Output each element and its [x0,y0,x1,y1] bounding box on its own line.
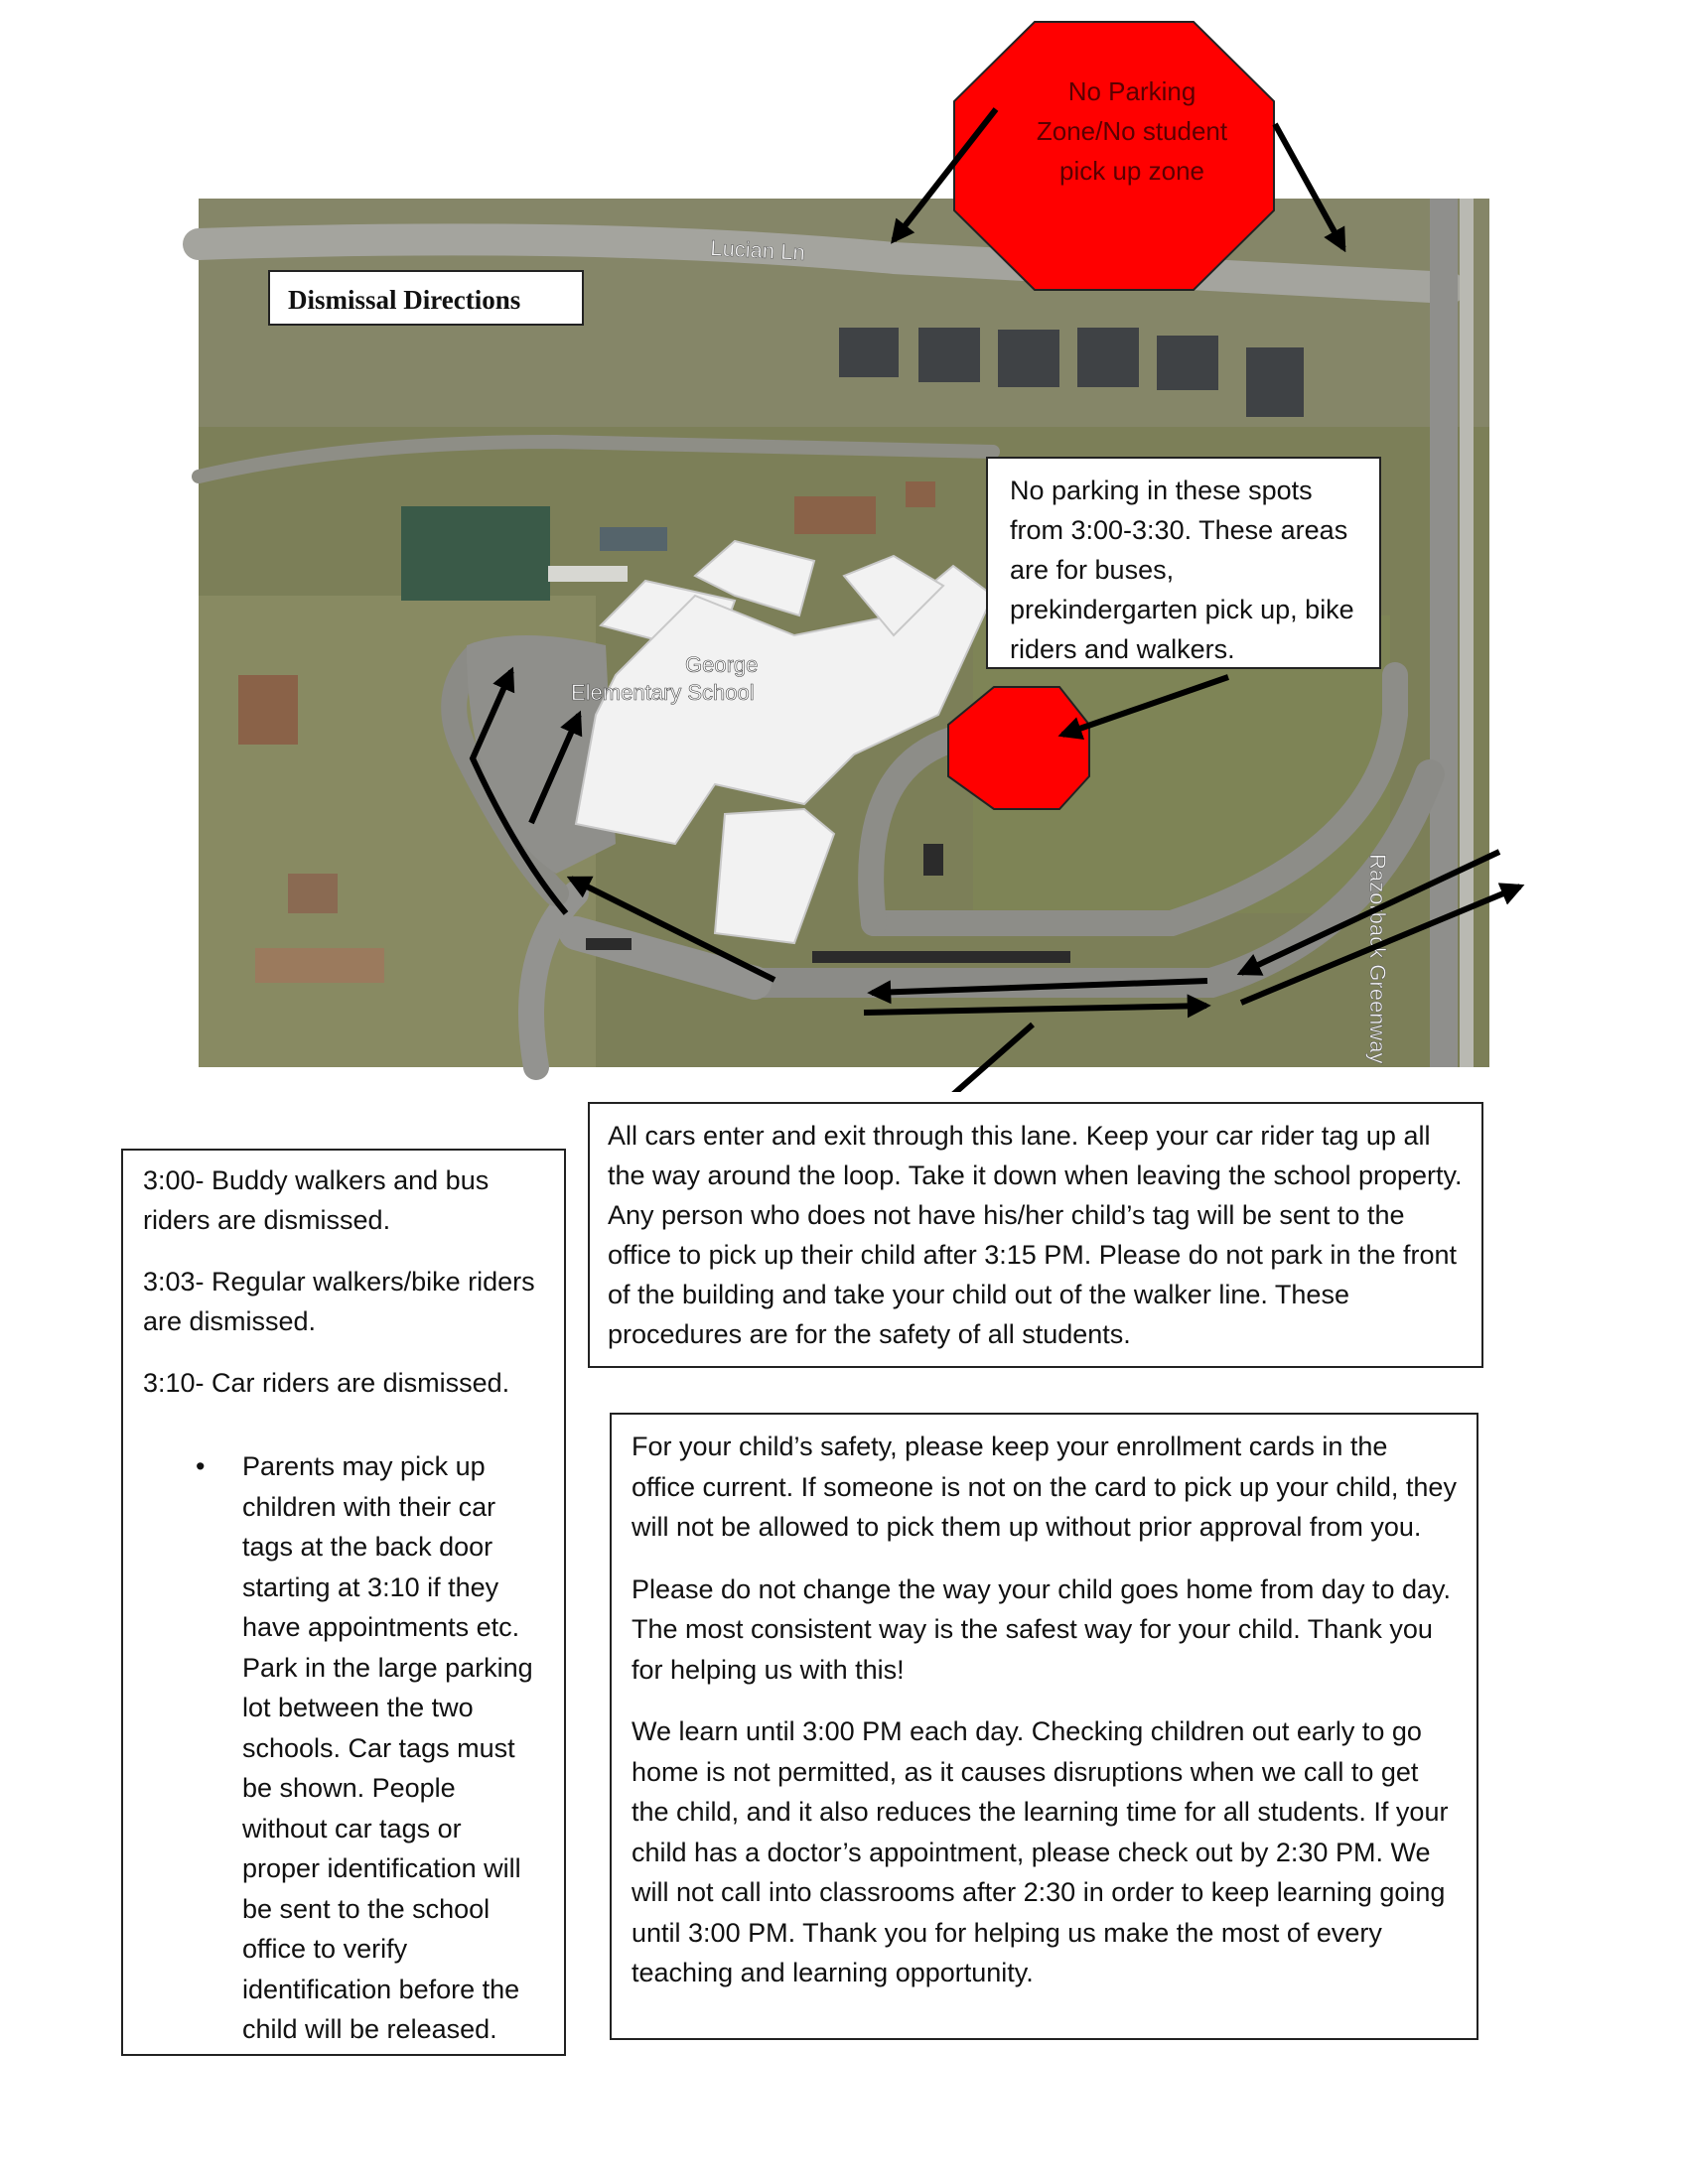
no-parking-zone-label: No Parking Zone/No student pick up zone [1036,76,1228,186]
road-label: Lucian Ln [709,235,806,265]
greenway-label: Razorback Greenway [1365,854,1390,1064]
map-title: Dismissal Directions [268,270,584,326]
consistency-note: Please do not change the way your child goes home from day to day. The most consistent way is the safest way for your child. Thank you for helping us with this! [632,1573,1451,1685]
car-lane-note: All cars enter and exit through this lane. Keep your car rider tag up all the way around the loop. Take it down when leaving the school property. Any person who does not have his/her child’s tag will be sent to the office to pick up their child after 3:15 PM. Please do not park in the front of the building and take your child out of the walker line. These procedures are for the safety of all students. [588,1102,1483,1368]
schedule-bullet-list [143,1446,544,2050]
back-door-pickup-text: Parents may pick up children with their car tags at the back door starting at 3:10 if they have appointments etc. Park in the large parking lot between the two schools. Car tags must be shown. People without car tags or proper identification will be sent to the school office to verify identification before the child will be released. [242,1451,533,2044]
gym-building [401,506,550,601]
schedule-item-car-riders: 3:10- Car riders are dismissed. [143,1368,510,1398]
list-item [196,1446,544,2050]
school-label-line1: George [685,652,759,677]
shed [600,527,667,551]
no-parking-note: No parking in these spots from 3:00-3:30. These areas are for buses, prekindergarten pick up, bike riders and walkers. [986,457,1381,669]
schedule-item-buddy-walkers: 3:00- Buddy walkers and bus riders are dismissed. [143,1165,490,1235]
bullet-icon: • [196,1451,206,1481]
enrollment-cards-note: For your child’s safety, please keep your enrollment cards in the office current. If someone is not on the card to pick up your child, they will not be allowed to pick them up without prior approval from you. [632,1432,1457,1542]
safety-notes [610,1413,1478,2040]
highway [1430,199,1458,1067]
schedule-item-walkers-bikers: 3:03- Regular walkers/bike riders are dismissed. [143,1267,535,1336]
school-label-line2: Elementary School [571,680,755,705]
dismissal-schedule [121,1149,566,2056]
early-checkout-note: We learn until 3:00 PM each day. Checking children out early to go home is not permitted, as it causes disruptions when we call to get the child, and it also reduces the learning time for all students. If your child has a doctor’s appointment, please check out by 2:30 PM. We will not call into classrooms after 2:30 in order to keep learning going until 3:00 PM. Thank you for helping us make the most of every teaching and learning opportunity. [632,1716,1449,1987]
